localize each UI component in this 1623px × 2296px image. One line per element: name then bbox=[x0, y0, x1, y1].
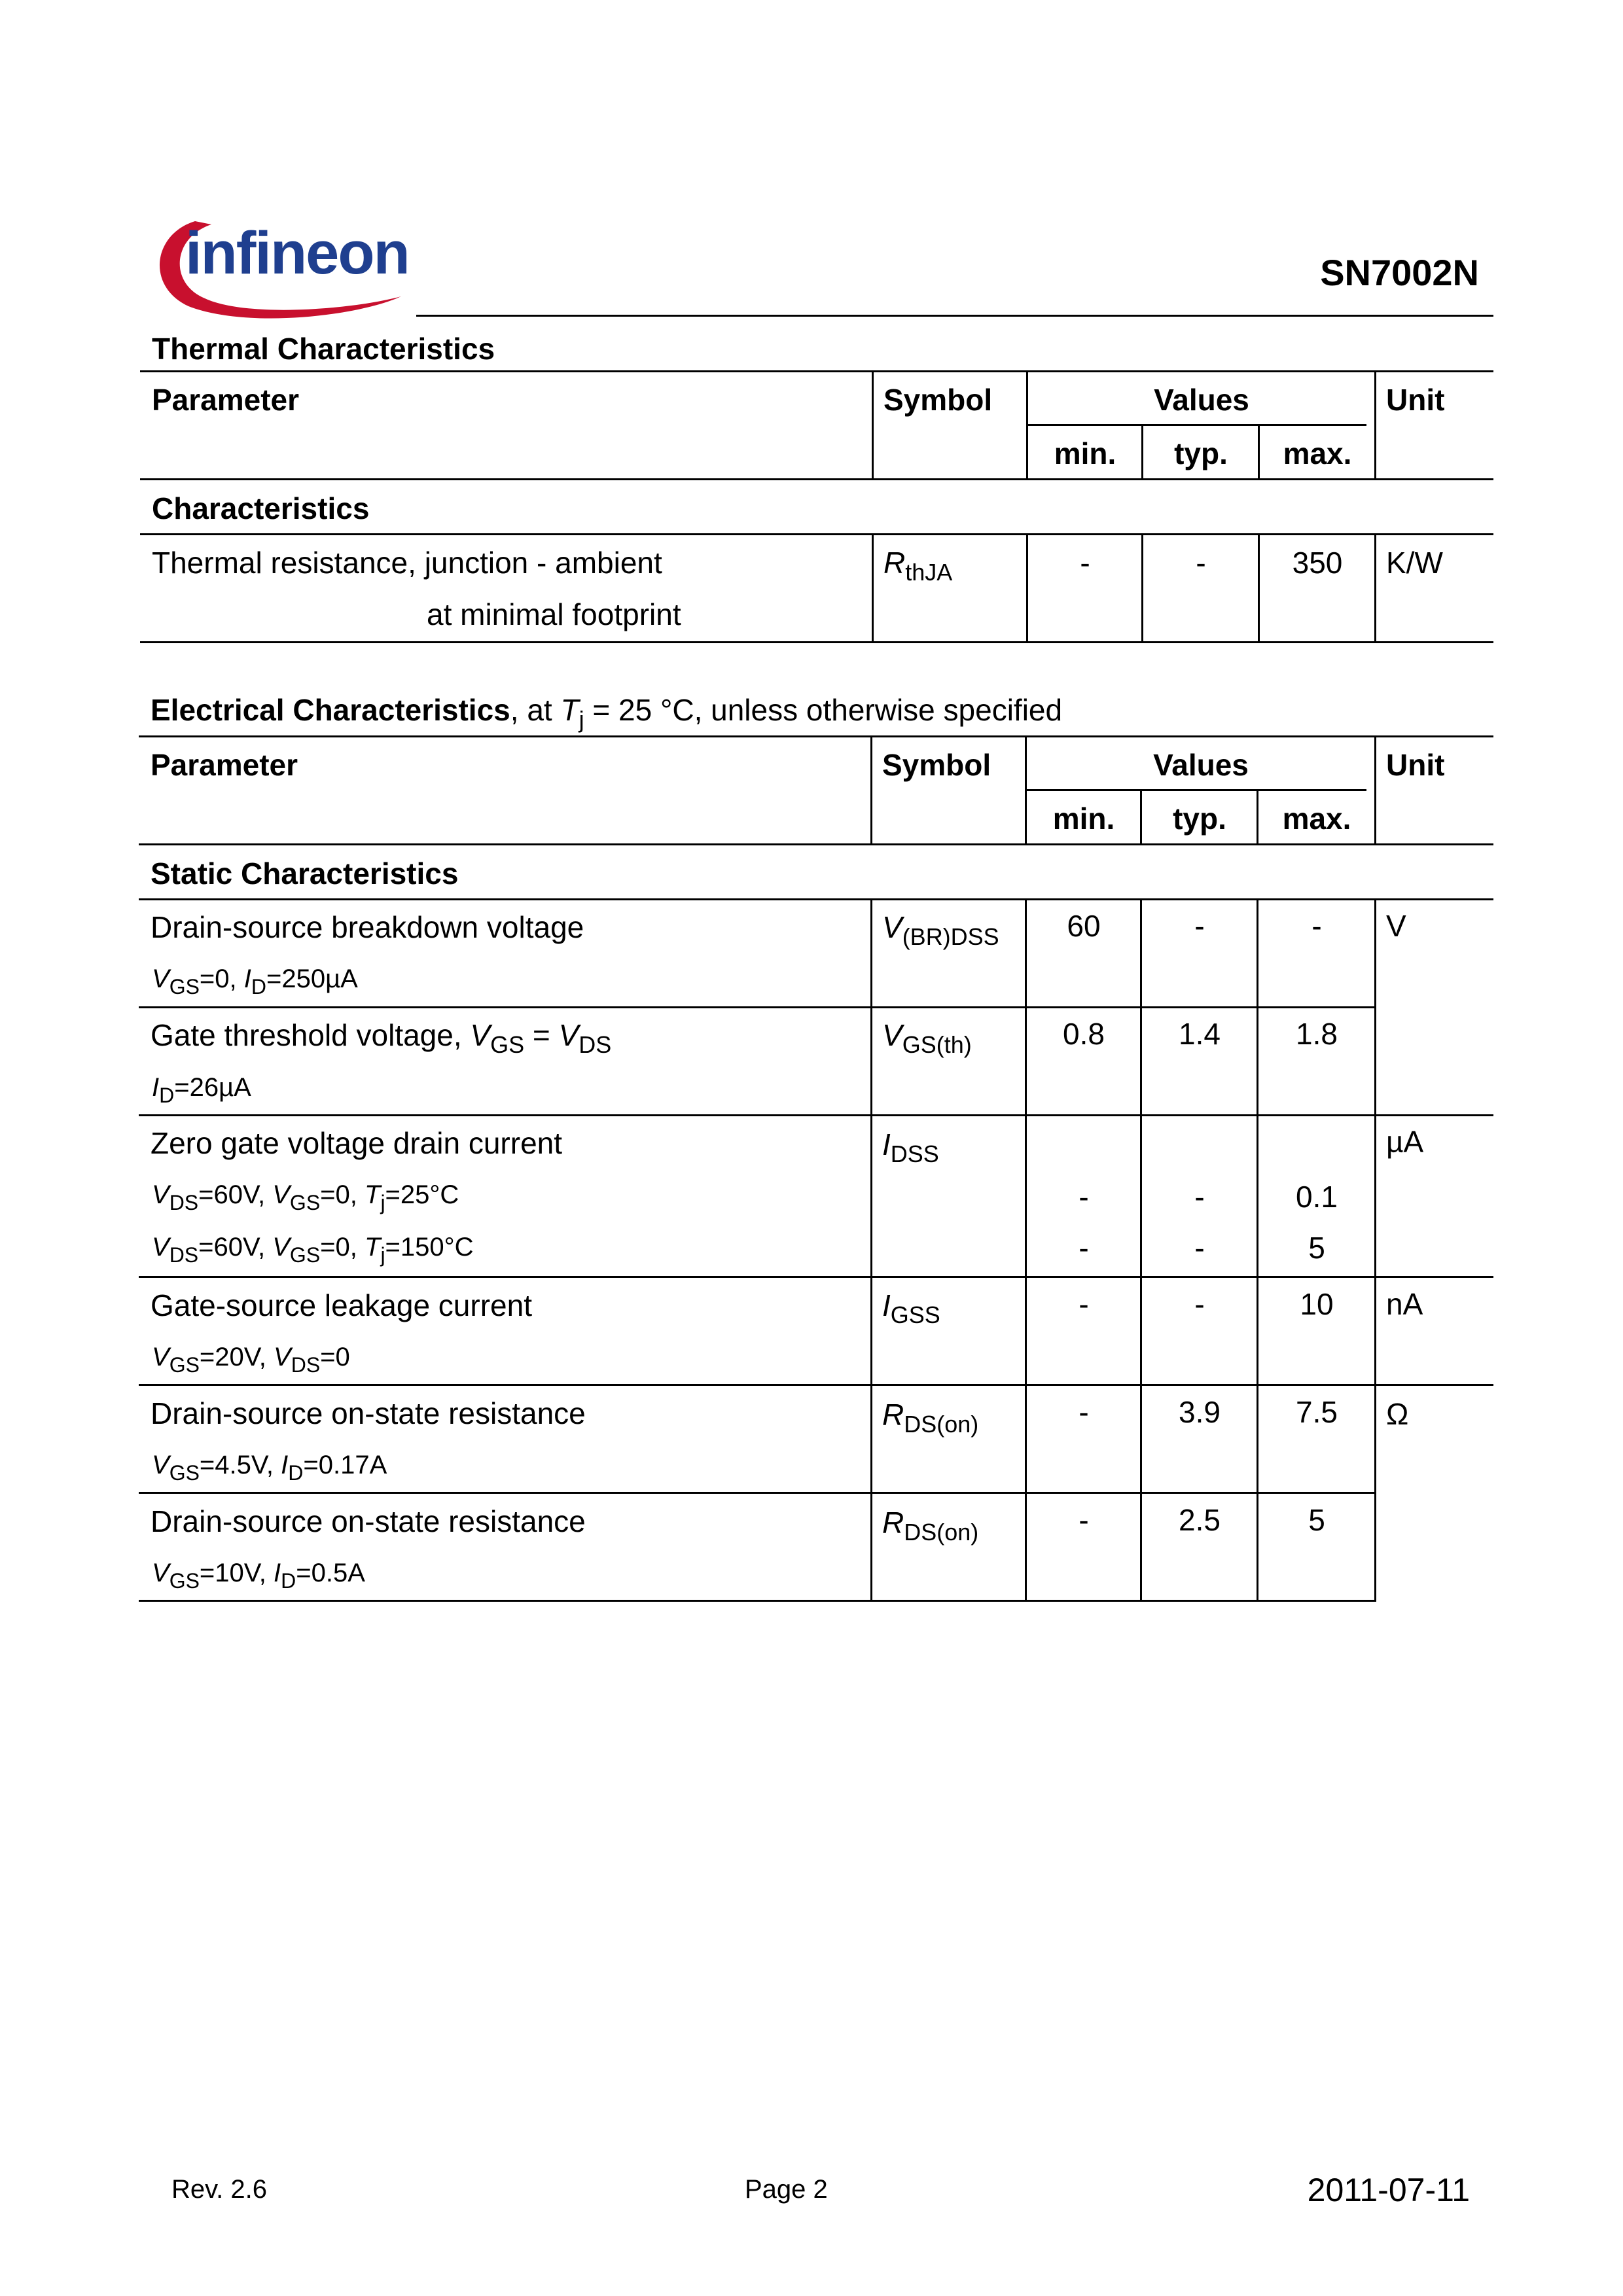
r6-symbol: $R_{DS(on)}$ bbox=[882, 1506, 979, 1545]
r3-typ2: - bbox=[1194, 1231, 1205, 1265]
r1-cond: $V_{GS}=0$, $I_D=250\mu A$ bbox=[152, 964, 358, 998]
r3-max1: 0.1 bbox=[1296, 1180, 1338, 1214]
r1-unit: V bbox=[1386, 909, 1406, 943]
footer-revision: Rev. 2.6 bbox=[171, 2175, 267, 2204]
r3-typ1: - bbox=[1194, 1180, 1205, 1214]
r4-max: 10 bbox=[1300, 1287, 1334, 1321]
col-values: Values bbox=[1154, 383, 1249, 417]
thermal-title: Thermal Characteristics bbox=[152, 332, 495, 366]
col-symbol: Symbol bbox=[883, 383, 993, 417]
r2-param: Gate threshold voltage, $V_{GS} = V_{DS}$ bbox=[151, 1018, 612, 1058]
footer-page: Page 2 bbox=[745, 2175, 828, 2204]
r5-max: 7.5 bbox=[1296, 1395, 1338, 1429]
r6-max: 5 bbox=[1308, 1503, 1325, 1537]
e-col-max: max. bbox=[1282, 802, 1351, 836]
infineon-logo bbox=[149, 208, 411, 319]
r1-symbol: $V_{(BR)DSS}$ bbox=[882, 910, 999, 950]
r2-cond: $I_D=26\mu A$ bbox=[152, 1073, 251, 1107]
e-col-values: Values bbox=[1153, 748, 1249, 782]
r3-param: Zero gate voltage drain current bbox=[151, 1126, 563, 1160]
r3-cond2: $V_{DS}=60V$, $V_{GS}=0$, $T_j=150^\circ C$ bbox=[152, 1233, 474, 1267]
thermal-typ: - bbox=[1196, 546, 1206, 580]
thermal-min: - bbox=[1080, 546, 1090, 580]
e-col-parameter: Parameter bbox=[151, 748, 298, 782]
r2-min: 0.8 bbox=[1063, 1017, 1105, 1051]
r6-param: Drain-source on-state resistance bbox=[151, 1504, 586, 1538]
r1-max: - bbox=[1311, 909, 1322, 943]
col-unit: Unit bbox=[1386, 383, 1445, 417]
r4-cond: $V_{GS}=20V$, $V_{DS}=0$ bbox=[152, 1343, 350, 1377]
r5-unit: Ω bbox=[1386, 1397, 1409, 1431]
electrical-title: Electrical Characteristics, at $T_j = 25$ °C, unless otherwise specified bbox=[151, 693, 1063, 733]
r5-min: - bbox=[1079, 1395, 1089, 1429]
e-col-symbol: Symbol bbox=[882, 748, 991, 782]
col-typ: typ. bbox=[1174, 436, 1228, 470]
r3-cond1: $V_{DS}=60V$, $V_{GS}=0$, $T_j=25^\circ C$ bbox=[152, 1180, 459, 1214]
r1-typ: - bbox=[1194, 909, 1205, 943]
r2-typ: 1.4 bbox=[1179, 1017, 1221, 1051]
r6-min: - bbox=[1079, 1503, 1089, 1537]
part-number: SN7002N bbox=[1320, 252, 1479, 293]
r6-cond: $V_{GS}=10V$, $I_D=0.5A$ bbox=[152, 1559, 365, 1593]
r6-typ: 2.5 bbox=[1179, 1503, 1221, 1537]
thermal-unit: K/W bbox=[1386, 546, 1443, 580]
r5-symbol: $R_{DS(on)}$ bbox=[882, 1398, 979, 1438]
logo-wordmark: infineon bbox=[185, 220, 409, 287]
thermal-param: Thermal resistance, junction - ambient bbox=[152, 546, 662, 580]
r2-symbol: $V_{GS(th)}$ bbox=[882, 1018, 972, 1058]
r3-max2: 5 bbox=[1308, 1231, 1325, 1265]
col-parameter: Parameter bbox=[152, 383, 300, 417]
e-col-typ: typ. bbox=[1173, 802, 1226, 836]
r3-min2: - bbox=[1079, 1231, 1089, 1265]
r1-param: Drain-source breakdown voltage bbox=[151, 910, 584, 944]
col-max: max. bbox=[1283, 436, 1352, 470]
r4-min: - bbox=[1079, 1287, 1089, 1321]
r2-max: 1.8 bbox=[1296, 1017, 1338, 1051]
section-static: Static Characteristics bbox=[151, 857, 459, 891]
footer-date: 2011-07-11 bbox=[1307, 2172, 1470, 2208]
r3-min1: - bbox=[1079, 1180, 1089, 1214]
r3-symbol: $I_{DSS}$ bbox=[882, 1127, 939, 1167]
r4-unit: nA bbox=[1386, 1287, 1423, 1321]
r1-min: 60 bbox=[1067, 909, 1101, 943]
r3-unit: µA bbox=[1386, 1125, 1424, 1159]
header-rule bbox=[416, 315, 1493, 317]
r4-param: Gate-source leakage current bbox=[151, 1288, 532, 1322]
r5-typ: 3.9 bbox=[1179, 1395, 1221, 1429]
col-min: min. bbox=[1054, 436, 1116, 470]
r4-symbol: $I_{GSS}$ bbox=[882, 1288, 940, 1328]
thermal-cond: at minimal footprint bbox=[427, 597, 681, 631]
r5-cond: $V_{GS}=4.5V$, $I_D=0.17A$ bbox=[152, 1451, 387, 1485]
r4-typ: - bbox=[1194, 1287, 1205, 1321]
e-col-unit: Unit bbox=[1386, 748, 1445, 782]
e-col-min: min. bbox=[1052, 802, 1115, 836]
thermal-symbol: $R_{thJA}$ bbox=[883, 546, 953, 586]
thermal-max: 350 bbox=[1292, 546, 1343, 580]
section-characteristics: Characteristics bbox=[152, 491, 370, 525]
r5-param: Drain-source on-state resistance bbox=[151, 1396, 586, 1430]
